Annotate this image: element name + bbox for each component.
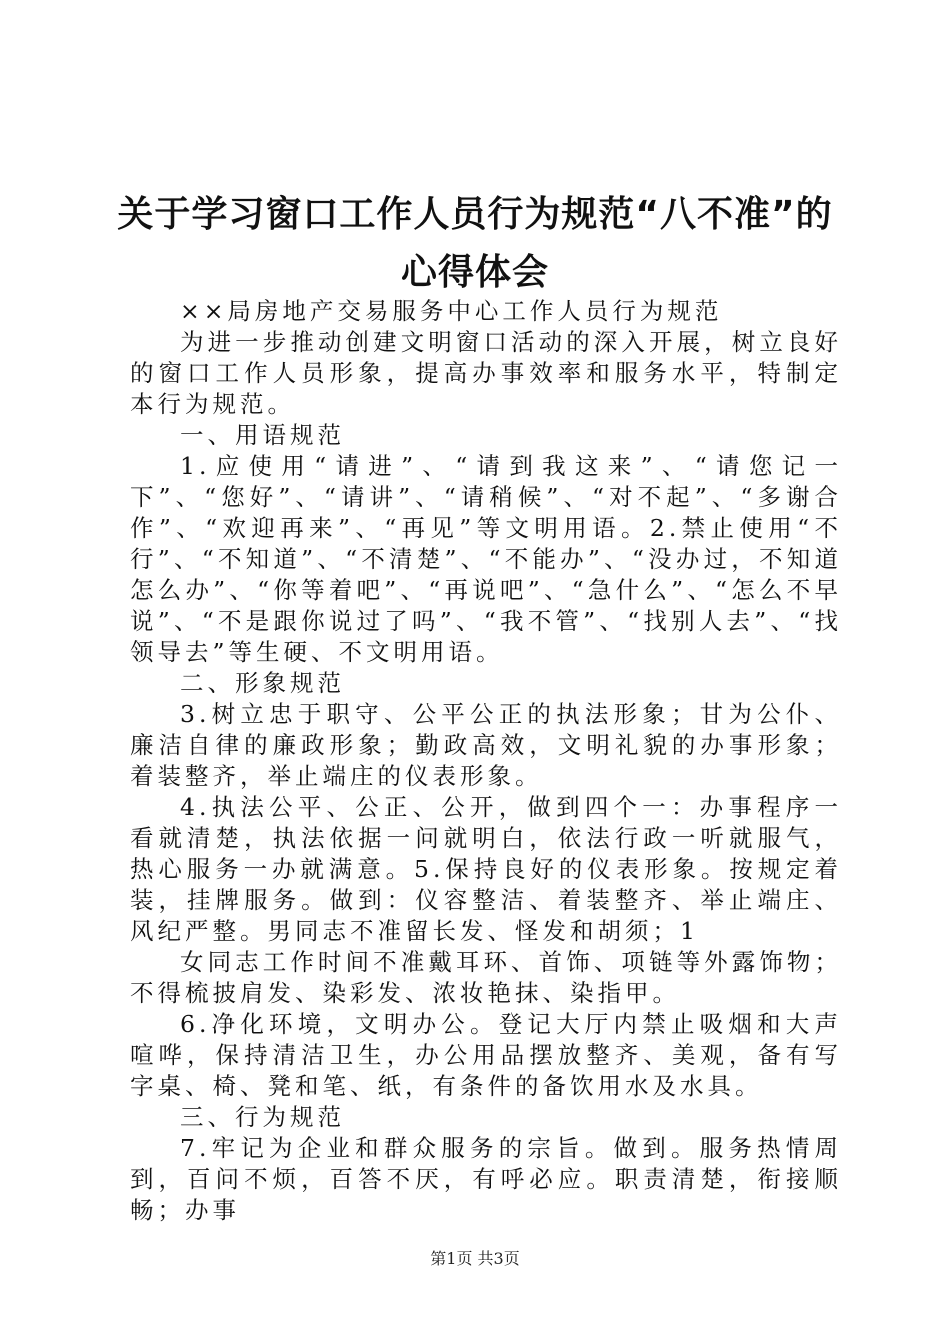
document-body: [130, 296, 842, 1226]
paragraph-behavior-rule-7: 7.牢记为企业和群众服务的宗旨。做到。服务热情周到，百问不烦，百答不厌，有呼必应。职责清楚，衔接顺畅；办事: [130, 1134, 842, 1224]
document-title-line-2: 心得体会: [400, 252, 549, 293]
section-heading-language: 一、用语规范: [180, 421, 345, 449]
section-heading-behavior: 三、行为规范: [180, 1103, 345, 1131]
paragraph-image-rule-4-5: 4.执法公平、公正、公开，做到四个一：办事程序一看就清楚，执法依据一问就明白，依法行政一听就服气，热心服务一办就满意。5.保持良好的仪表形象。按规定着装，挂牌服务。做到：仪容整洁、着装整齐、举止端庄、风纪严整。男同志不准留长发、怪发和胡须；1: [130, 793, 842, 945]
paragraph-intro: 为进一步推动创建文明窗口活动的深入开展，树立良好的窗口工作人员形象，提高办事效率和服务水平，特制定本行为规范。: [130, 328, 842, 418]
paragraph-image-rule-3: 3.树立忠于职守、公平公正的执法形象；甘为公仆、廉洁自律的廉政形象；勤政高效，文明礼貌的办事形象；着装整齐，举止端庄的仪表形象。: [130, 700, 842, 790]
page-footer: 第1页 共3页: [430, 1249, 520, 1268]
document-title-line-1: 关于学习窗口工作人员行为规范“八不准”的: [117, 194, 833, 235]
section-heading-image: 二、形象规范: [180, 669, 345, 697]
paragraph-subtitle: ××局房地产交易服务中心工作人员行为规范: [180, 297, 723, 325]
paragraph-image-rule-female: 女同志工作时间不准戴耳环、首饰、项链等外露饰物；不得梳披肩发、染彩发、浓妆艳抹、染指甲。: [130, 948, 842, 1007]
paragraph-image-rule-6: 6.净化环境，文明办公。登记大厅内禁止吸烟和大声喧哗，保持清洁卫生，办公用品摆放整齐、美观，备有写字桌、椅、凳和笔、纸，有条件的备饮用水及水具。: [130, 1010, 842, 1100]
paragraph-language-rules: 1.应使用“请进”、“请到我这来”、“请您记一下”、“您好”、“请讲”、“请稍候”、“对不起”、“多谢合作”、“欢迎再来”、“再见”等文明用语。2.禁止使用“不行”、“不知道”、“不清楚”、“不能办”、“没办过，不知道怎么办”、“你等着吧”、“再说吧”、“急什么”、“怎么不早说”、“不是跟你说过了吗”、“我不管”、“找别人去”、“找领导去”等生硬、不文明用语。: [130, 452, 842, 666]
